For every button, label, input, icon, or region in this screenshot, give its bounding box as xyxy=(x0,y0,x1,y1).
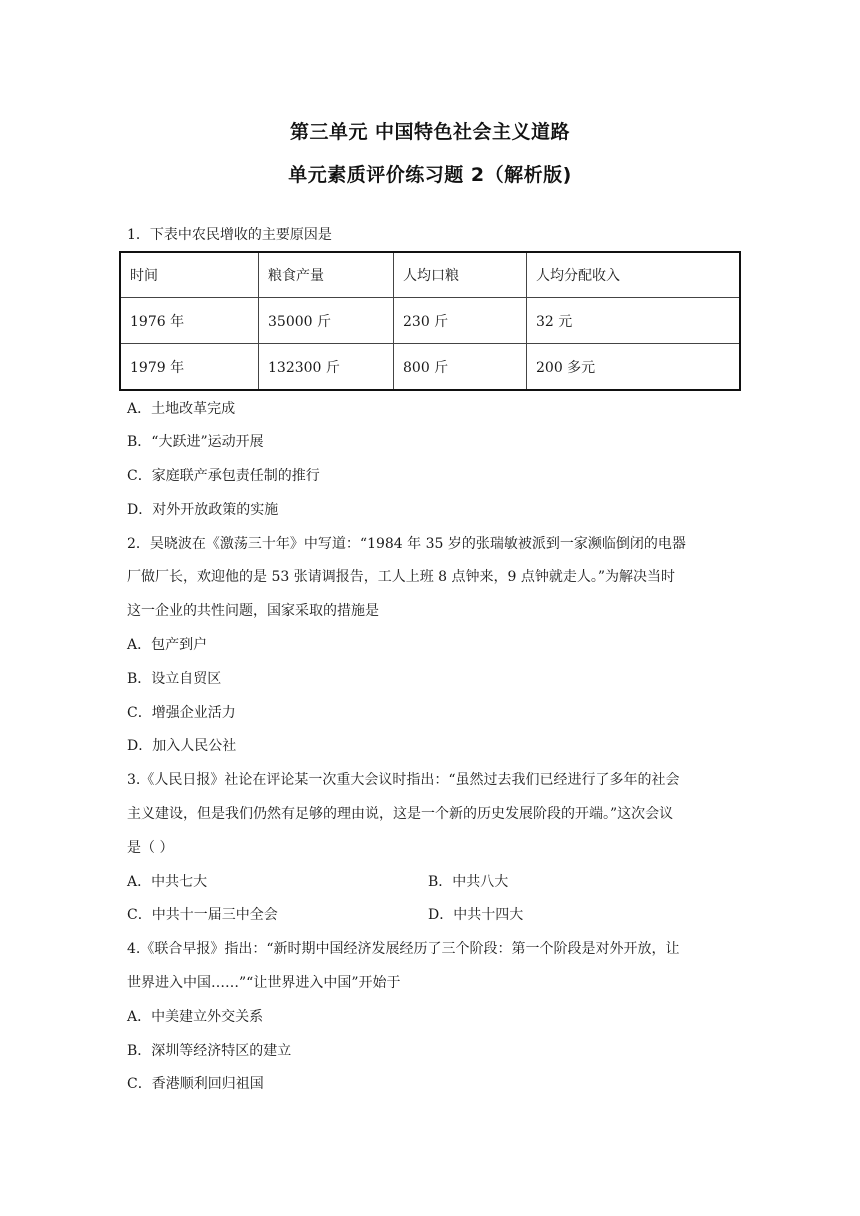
table-header-row xyxy=(120,252,740,298)
document-title: 第三单元 中国特色社会主义道路 xyxy=(289,121,571,143)
table-cell: 1979 年 xyxy=(120,344,259,391)
question-3-option-b: B．中共八大 xyxy=(428,874,509,890)
table-cell: 35000 斤 xyxy=(259,298,394,344)
question-2-option-a: A．包产到户 xyxy=(127,637,208,653)
table-header-cell: 人均口粮 xyxy=(394,252,527,298)
table-cell: 200 多元 xyxy=(527,344,741,391)
question-1-table xyxy=(119,251,741,391)
question-3-stem-line: 是（ ） xyxy=(127,840,174,856)
question-1-option-a: A．土地改革完成 xyxy=(127,401,236,417)
table-row xyxy=(120,298,740,344)
table-row xyxy=(120,344,740,391)
question-4-option-a: A．中美建立外交关系 xyxy=(127,1009,264,1025)
question-4-stem-line: 世界进入中国……”“让世界进入中国”开始于 xyxy=(127,975,401,991)
question-2-option-d: D．加入人民公社 xyxy=(127,738,237,754)
table-cell: 230 斤 xyxy=(394,298,527,344)
table-cell: 800 斤 xyxy=(394,344,527,391)
question-4-option-c: C．香港顺利回归祖国 xyxy=(127,1076,264,1092)
question-2-option-c: C．增强企业活力 xyxy=(127,705,236,721)
question-2-option-b: B．设立自贸区 xyxy=(127,671,222,687)
question-4-option-b: B．深圳等经济特区的建立 xyxy=(127,1043,292,1059)
question-2-stem-line: 厂做厂长，欢迎他的是 53 张请调报告，工人上班 8 点钟来，9 点钟就走人。”为解决当时 xyxy=(127,569,676,585)
question-3-option-d: D．中共十四大 xyxy=(428,907,524,923)
question-3-option-a: A．中共七大 xyxy=(127,874,208,890)
document-subtitle: 单元素质评价练习题 2（解析版) xyxy=(288,164,572,186)
table-cell: 132300 斤 xyxy=(259,344,394,391)
question-2-stem-line: 这一企业的共性问题，国家采取的措施是 xyxy=(127,603,379,619)
question-1-option-d: D．对外开放政策的实施 xyxy=(127,502,279,518)
question-1-option-b: B．“大跃进”运动开展 xyxy=(127,434,264,450)
table-header-cell: 时间 xyxy=(120,252,259,298)
question-3-option-c: C．中共十一届三中全会 xyxy=(127,907,278,923)
question-1-option-c: C．家庭联产承包责任制的推行 xyxy=(127,468,320,484)
question-1-stem: 1．下表中农民增收的主要原因是 xyxy=(127,227,332,243)
table-cell: 32 元 xyxy=(527,298,741,344)
question-3-stem-line: 主义建设，但是我们仍然有足够的理由说，这是一个新的历史发展阶段的开端。”这次会议 xyxy=(127,806,674,822)
table-header-cell: 人均分配收入 xyxy=(527,252,741,298)
question-4-stem-line: 4.《联合早报》指出：“新时期中国经济发展经历了三个阶段：第一个阶段是对外开放，让 xyxy=(127,941,680,957)
table-header-cell: 粮食产量 xyxy=(259,252,394,298)
question-2-stem-line: 2．吴晓波在《激荡三十年》中写道：“1984 年 35 岁的张瑞敏被派到一家濒临倒闭的电器 xyxy=(127,536,686,552)
table-cell: 1976 年 xyxy=(120,298,259,344)
question-3-stem-line: 3.《人民日报》社论在评论某一次重大会议时指出：“虽然过去我们已经进行了多年的社会 xyxy=(127,772,680,788)
